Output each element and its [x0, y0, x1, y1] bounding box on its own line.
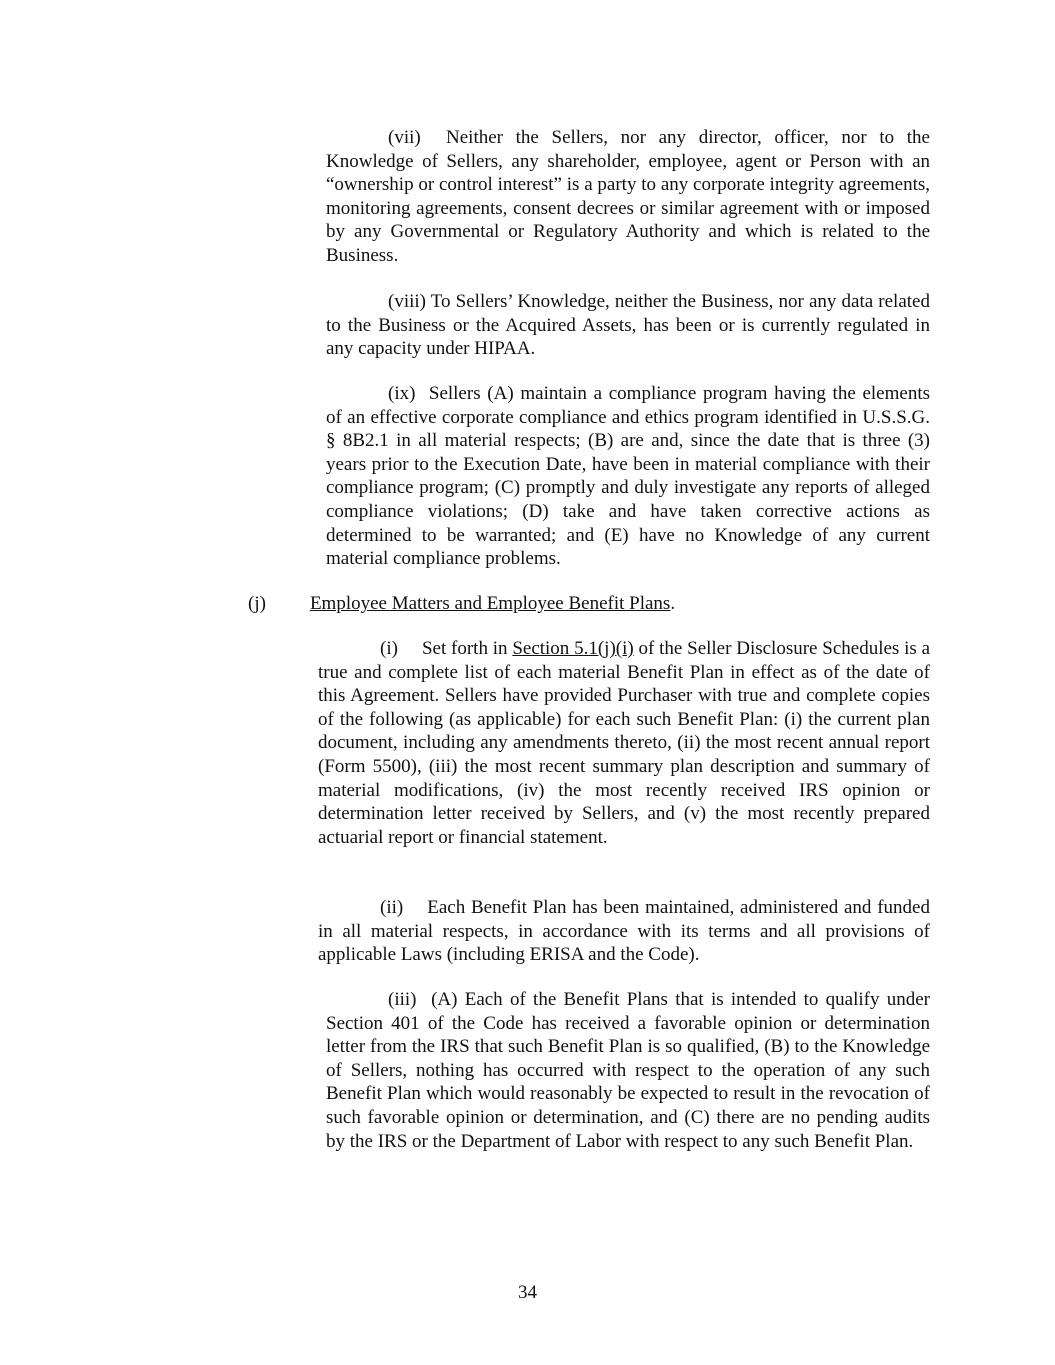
paragraph-number: (iii) [388, 989, 417, 1010]
paragraph-ix [326, 382, 930, 571]
paragraph-text: To Sellers’ Knowledge, neither the Business, nor any data related to the Business or the Acquired Assets, has been or is currently regulated in any capacity under HIPAA. [326, 291, 930, 360]
paragraph-text-before-ref: Set forth in [421, 638, 513, 659]
paragraph-number: (viii) [388, 291, 426, 312]
section-title-period: . [670, 593, 676, 614]
page-number: 34 [518, 1282, 537, 1303]
paragraph-vii [326, 126, 930, 268]
section-reference: Section 5.1(j)(i) [512, 638, 634, 659]
paragraph-text: (A) Each of the Benefit Plans that is intended to qualify under Section 401 of the Code has received a favorable opinion or determination letter from the IRS that such Benefit Plan is so qualified, (B) to the Knowledge of Sellers, nothing has occurred with respect to the operation of any such Benefit Plan which would reasonably be expected to result in the revocation of such favorable opinion or determination, and (C) there are no pending audits by the IRS or the Department of Labor with respect to any such Benefit Plan. [326, 989, 931, 1152]
paragraph-number: (ix) [388, 383, 416, 404]
paragraph-j-iii [326, 988, 930, 1153]
paragraph-number: (ii) [380, 897, 404, 918]
paragraph-j-i [318, 637, 930, 849]
paragraph-text: Sellers (A) maintain a compliance program having the elements of an effective corporate compliance and ethics program identified in U.S.S.G. § 8B2.1 in all material respects; (B) are and, since the date that is three (3) years prior to the Execution Date, have been in material compliance with their compliance program; (C) promptly and duly investigate any reports of alleged compliance violations; (D) take and have taken corrective actions as determined to be warranted; and (E) have no Knowledge of any current material compliance problems. [326, 383, 931, 570]
paragraph-text: Neither the Sellers, nor any director, officer, nor to the Knowledge of Sellers, any shareholder, employee, agent or Person with an “ownership or control interest” is a party to any corporate integrity agreements, monitoring agreements, consent decrees or similar agreement with or imposed by any Governmental or Regulatory Authority and which is related to the Business. [326, 127, 930, 266]
paragraph-text-after-ref: of the Seller Disclosure Schedules is a true and complete list of each material Benefit Plan in effect as of the date of this Agreement. Sellers have provided Purchaser with true and complete copies of the following (as applicable) for each such Benefit Plan: (i) the current plan document, including any amendments thereto, (ii) the most recent annual report (Form 5500), (iii) the most recent summary plan description and summary of material modifications, (iv) the most recently received IRS opinion or determination letter received by Sellers, and (v) the most recently prepared actuarial report or financial statement. [318, 638, 931, 848]
section-j-heading [248, 592, 948, 616]
paragraph-number: (vii) [388, 127, 421, 148]
paragraph-number: (i) [380, 638, 398, 659]
paragraph-text: Each Benefit Plan has been maintained, administered and funded in all material respects, in accordance with its terms and all provisions of applicable Laws (including ERISA and the Code). [318, 897, 930, 966]
paragraph-j-ii [318, 896, 930, 967]
paragraph-viii [326, 290, 930, 361]
section-number: (j) [248, 593, 266, 614]
section-title: Employee Matters and Employee Benefit Plans [309, 593, 671, 614]
